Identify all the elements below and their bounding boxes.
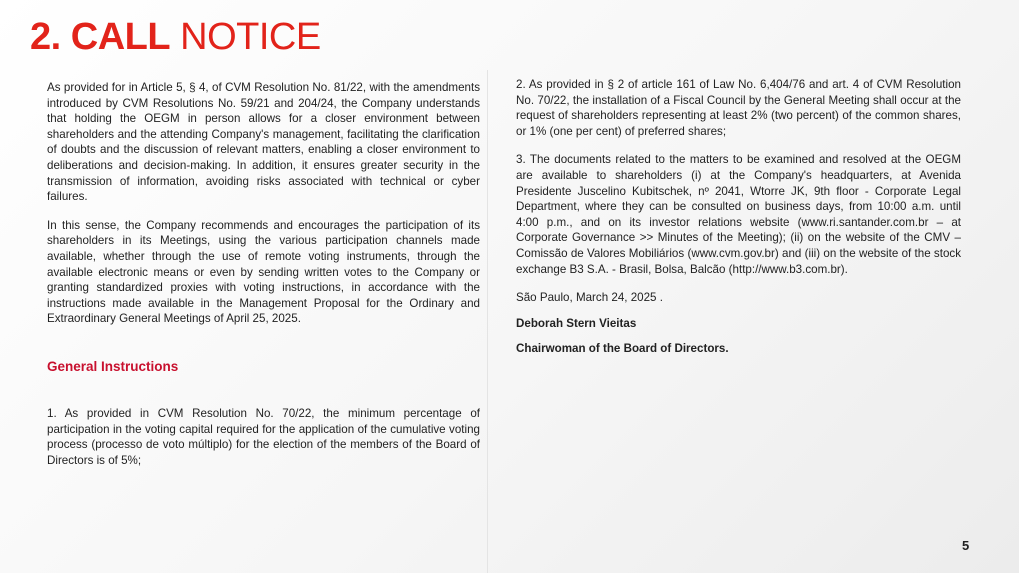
column-divider xyxy=(487,70,488,573)
general-instructions-heading: General Instructions xyxy=(47,358,179,374)
instruction-item-1: 1. As provided in CVM Resolution No. 70/22, the minimum percentage of participation in the voting capital required for the application of the cumulative voting process (processo de voto múltiplo) for the election of the members of the Board of Directors is of 5%; xyxy=(47,406,480,467)
instruction-item-3: 3. The documents related to the matters to be examined and resolved at the OEGM are available to shareholders (i) at the Company's headquarters, at Avenida Presidente Juscelino Kubitschek, nº 2041, Wtorre JK, 9th floor - Corporate Legal Department, where they can be consulted on business days, from 10:00 a.m. until 4:00 p.m., and on its investor relations website (www.ri.santander.com.br – at Corporate Governance >> Minutes of the Meeting); (ii) on the website of the CMV – Comissão de Valores Mobiliários (www.cvm.gov.br) and (iii) on the website of the stock exchange B3 S.A. - Brasil, Bolsa, Balcão (http://www.b3.com.br). xyxy=(516,153,961,276)
right-column xyxy=(516,77,961,357)
title-number: 2. CALL xyxy=(30,16,171,58)
date-line: São Paulo, March 24, 2025 . xyxy=(516,291,663,305)
signer-role: Chairwoman of the Board of Directors. xyxy=(516,342,729,356)
instruction-item-2: 2. As provided in § 2 of article 161 of Law No. 6,404/76 and art. 4 of CVM Resolution No. 70/22, the installation of a Fiscal Council by the General Meeting shall occur at the request of shareholders representing at least 2% (two percent) of the common shares, or 1% (one per cent) of preferred shares; xyxy=(516,78,961,138)
page-title xyxy=(30,14,321,60)
signer-name: Deborah Stern Vieitas xyxy=(516,316,637,330)
intro-paragraph: As provided for in Article 5, § 4, of CVM Resolution No. 81/22, with the amendments introduced by CVM Resolutions No. 59/21 and 204/24, the Company understands that holding the OEGM in person allows for a closer environment between shareholders and the attending Company's management, facilitating the clarification of doubts and the discussion of relevant matters, enabling a closer environment to deliberations and decision-making. In addition, it ensures greater security in the transmission of information, avoiding risks associated with technical or cyber failures. xyxy=(47,81,480,204)
left-column xyxy=(47,80,480,468)
page-number: 5 xyxy=(962,538,970,553)
participation-paragraph: In this sense, the Company recommends and encourages the participation of its shareholders in its Meetings, using the various participation channels made available, whether through the use of remote voting instruments, through the available electronic means or even by sending written votes to the Company or granting standardized proxies with voting instructions, in accordance with the instructions made available in the Management Proposal for the Ordinary and Extraordinary General Meetings of April 25, 2025. xyxy=(47,218,480,326)
title-text: NOTICE xyxy=(170,16,321,58)
